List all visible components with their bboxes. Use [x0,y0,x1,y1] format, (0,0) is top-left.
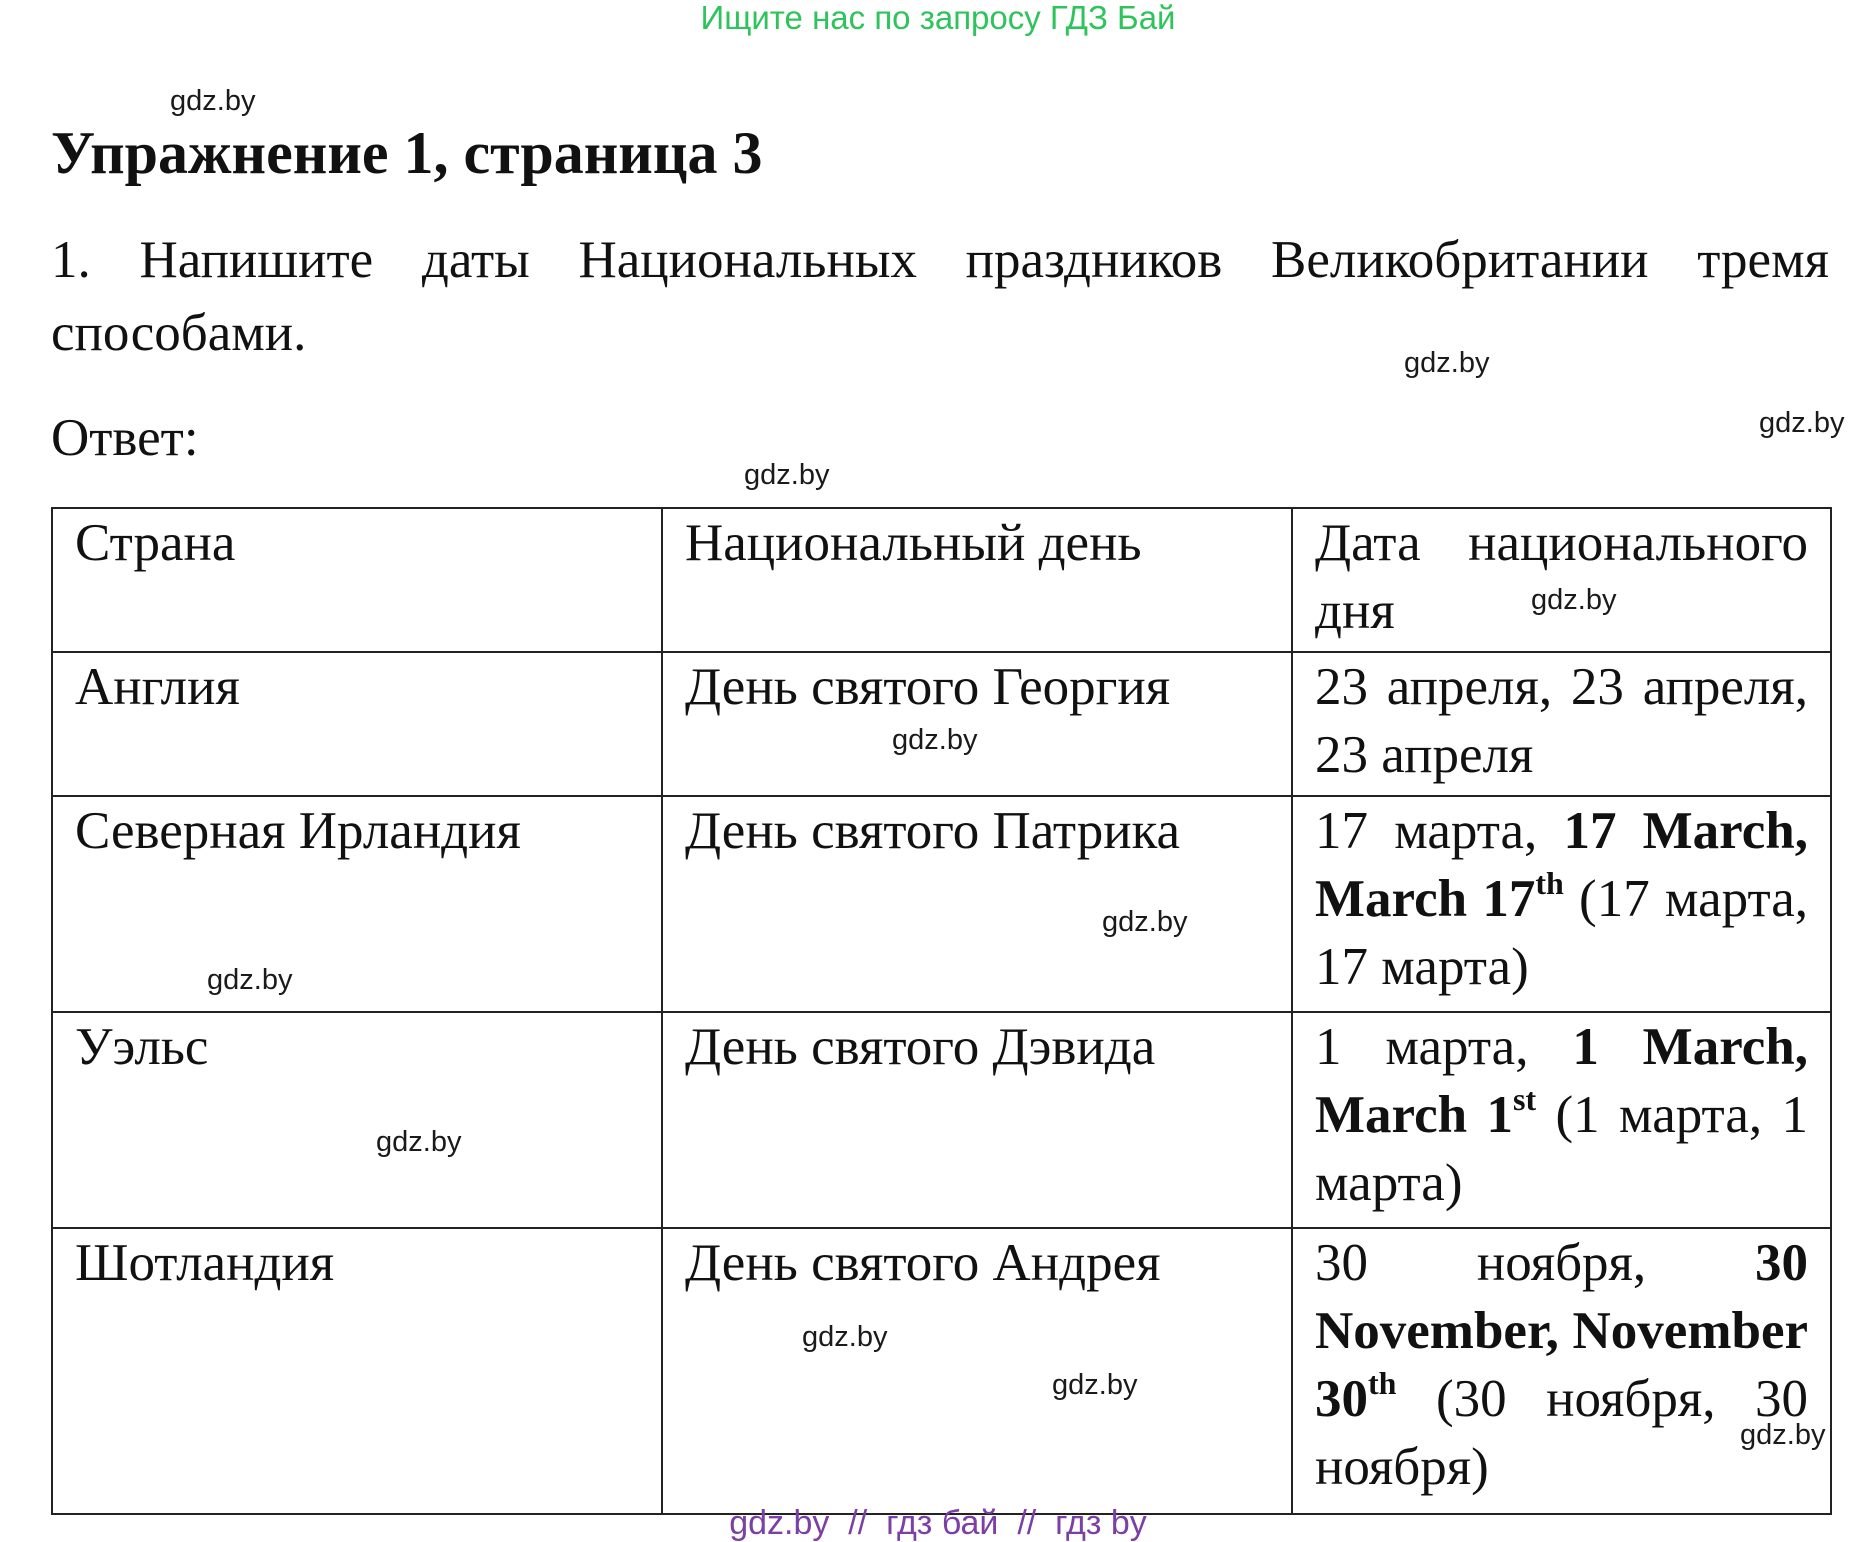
watermark: gdz.by [802,1321,888,1353]
watermark: gdz.by [1531,584,1617,616]
search-banner: Ищите нас по запросу ГДЗ Бай [700,0,1176,36]
national-day-cell: День святого Георгия [662,652,1292,796]
watermark: gdz.by [1052,1369,1138,1401]
header-national-day: Национальный день [662,508,1292,652]
date-en-full: 1 March, [1572,1018,1809,1076]
watermark: gdz.by [1404,347,1490,379]
date-ru: 30 ноября, [1315,1234,1647,1292]
country-cell: Шотландия [52,1228,662,1514]
watermark: gdz.by [1740,1419,1826,1451]
answer-label: Ответ: [51,409,199,467]
date-en-alt: March 1st [1315,1081,1537,1144]
date-cell [1292,1012,1831,1228]
table-row [52,1012,1831,1228]
ordinal-suffix: st [1512,1081,1537,1117]
watermark: gdz.by [892,724,978,756]
watermark: gdz.by [1759,407,1845,439]
ordinal-suffix: th [1368,1365,1397,1401]
table-row [52,1228,1831,1514]
date-en-full: 30 November, [1315,1234,1809,1360]
national-day-cell: День святого Дэвида [662,1012,1292,1228]
date-cell [1292,1228,1831,1514]
watermark: gdz.by [1102,906,1188,938]
task-text: 1. Напишите даты Национальных праздников Великобритании тремя способами. [51,231,1829,362]
watermark: gdz.by [207,964,293,996]
country-cell: Уэльс [52,1012,662,1228]
header-country: Страна [52,508,662,652]
date-tail: (1 марта, 1 марта) [1315,1086,1808,1212]
date-cell: 23 апреля, 23 апреля, 23 апреля [1292,652,1831,796]
national-day-cell: День святого Патрика [662,796,1292,1012]
table-header-row [52,508,1831,652]
watermark: gdz.by [170,85,256,117]
exercise-title: Упражнение 1, страница 3 [51,120,763,186]
header-date: Дата национального дня [1292,508,1831,652]
country-cell: Англия [52,652,662,796]
footer-links: gdz.by // гдз бай // гдз by [729,1504,1147,1542]
date-en-full: 17 March, [1563,802,1808,860]
country-cell: Северная Ирландия [52,796,662,1012]
ordinal-suffix: th [1535,865,1564,901]
watermark: gdz.by [744,459,830,491]
date-en-alt: March 17th [1315,865,1564,928]
watermark: gdz.by [376,1126,462,1158]
holidays-table [51,507,1832,1515]
date-en-alt: November 30th [1315,1302,1808,1428]
national-day-cell: День святого Андрея [662,1228,1292,1514]
date-ru: 17 марта, [1315,802,1538,860]
date-ru: 1 марта, [1315,1018,1529,1076]
date-tail: (30 ноября, 30 ноября) [1315,1370,1809,1496]
table-row [52,796,1831,1012]
date-cell [1292,796,1831,1012]
date-tail: (17 марта, 17 марта) [1315,870,1809,996]
